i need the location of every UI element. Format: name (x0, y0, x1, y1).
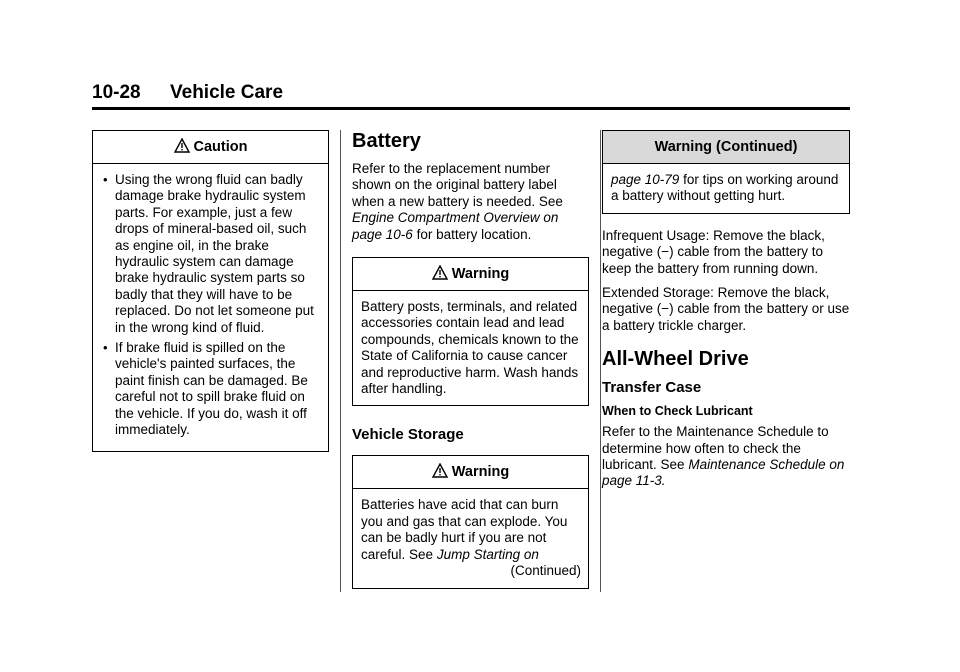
warning-triangle-icon (174, 138, 190, 157)
page-header (92, 82, 850, 104)
warning-triangle-icon (432, 265, 448, 284)
middle-column (352, 130, 589, 589)
infrequent-usage-paragraph: Infrequent Usage: Remove the black, negative (−) cable from the battery to keep the battery from running down. (602, 227, 825, 276)
caution-bullet (101, 340, 321, 438)
column-divider (600, 130, 601, 592)
warning-continued-body (603, 164, 849, 213)
battery-reference-link[interactable]: Engine Compartment Overview on page 10-6 (352, 210, 559, 242)
caution-title: Caution (193, 139, 248, 155)
transfer-case-heading: Transfer Case (602, 379, 702, 397)
warning-text: Batteries have acid that can burn you and gas that can explode. You can be badly hurt if you are not careful. See (361, 497, 568, 562)
right-column (602, 130, 850, 498)
battery-paragraph (352, 161, 589, 243)
caution-bullet-text: Using the wrong fluid can badly damage brake hydraulic system parts. For example, just a few drops of mineral-based oil, such as engine oil, in the brake hydraulic system can damage brake hydraulic system parts so badly that they will have to be replaced. Do not let someone put in the wrong kind of fluid. (115, 172, 314, 335)
column-divider (340, 130, 341, 592)
caution-bullet (101, 172, 321, 336)
extended-storage-paragraph: Extended Storage: Remove the black, negative (−) cable from the battery or use a battery trickle charger. (602, 285, 850, 333)
warning-triangle-icon (432, 463, 448, 482)
warning-continued-text: for tips on working around a battery without getting hurt. (611, 172, 839, 204)
warning-title: Warning (451, 464, 510, 481)
bullet-icon: • (103, 172, 108, 187)
warning-continued-box (602, 130, 850, 214)
check-lubricant-paragraph (602, 424, 850, 490)
check-lubricant-text: Refer to the Maintenance Schedule to determine how often to check the lubricant. See (602, 424, 829, 473)
warning-text: Battery posts, terminals, and related accessories contain lead and lead compounds, chemicals known to the State of California to cause cancer and reproductive harm. Wash hands after handling. (361, 299, 579, 397)
page-number: 10-28 (92, 82, 141, 103)
section-title: Vehicle Care (170, 82, 284, 103)
bullet-icon: • (103, 340, 108, 356)
battery-heading: Battery (352, 130, 421, 152)
check-lubricant-heading: When to Check Lubricant (602, 404, 753, 419)
caution-header (93, 131, 328, 164)
caution-bullet-text: If brake fluid is spilled on the vehicle's painted surfaces, the paint finish can be damaged. Be careful not to spill brake fluid on the vehicle. If you do, wash it off immediately. (115, 340, 308, 438)
all-wheel-drive-heading: All-Wheel Drive (602, 348, 749, 371)
maintenance-schedule-link[interactable]: Maintenance Schedule on page 11-3. (602, 457, 845, 489)
warning-box-lead (352, 257, 589, 406)
warning-continued-header: Warning (Continued) (603, 131, 849, 164)
battery-text-end: for battery location. (416, 226, 532, 242)
battery-text: Refer to the replacement number shown on the original battery label when a new battery is needed. See (352, 161, 563, 209)
warning-header (353, 456, 588, 489)
page-reference-link[interactable]: page 10-79 (611, 172, 680, 187)
warning-body (353, 489, 588, 587)
jump-starting-link[interactable]: Jump Starting on (436, 546, 539, 562)
continued-label: (Continued) (510, 563, 581, 579)
header-rule (92, 107, 850, 110)
caution-box (92, 130, 329, 452)
warning-header (353, 258, 588, 291)
left-column (92, 130, 329, 452)
vehicle-storage-heading: Vehicle Storage (352, 426, 464, 444)
warning-box-acid (352, 455, 589, 588)
warning-title: Warning (451, 266, 510, 283)
